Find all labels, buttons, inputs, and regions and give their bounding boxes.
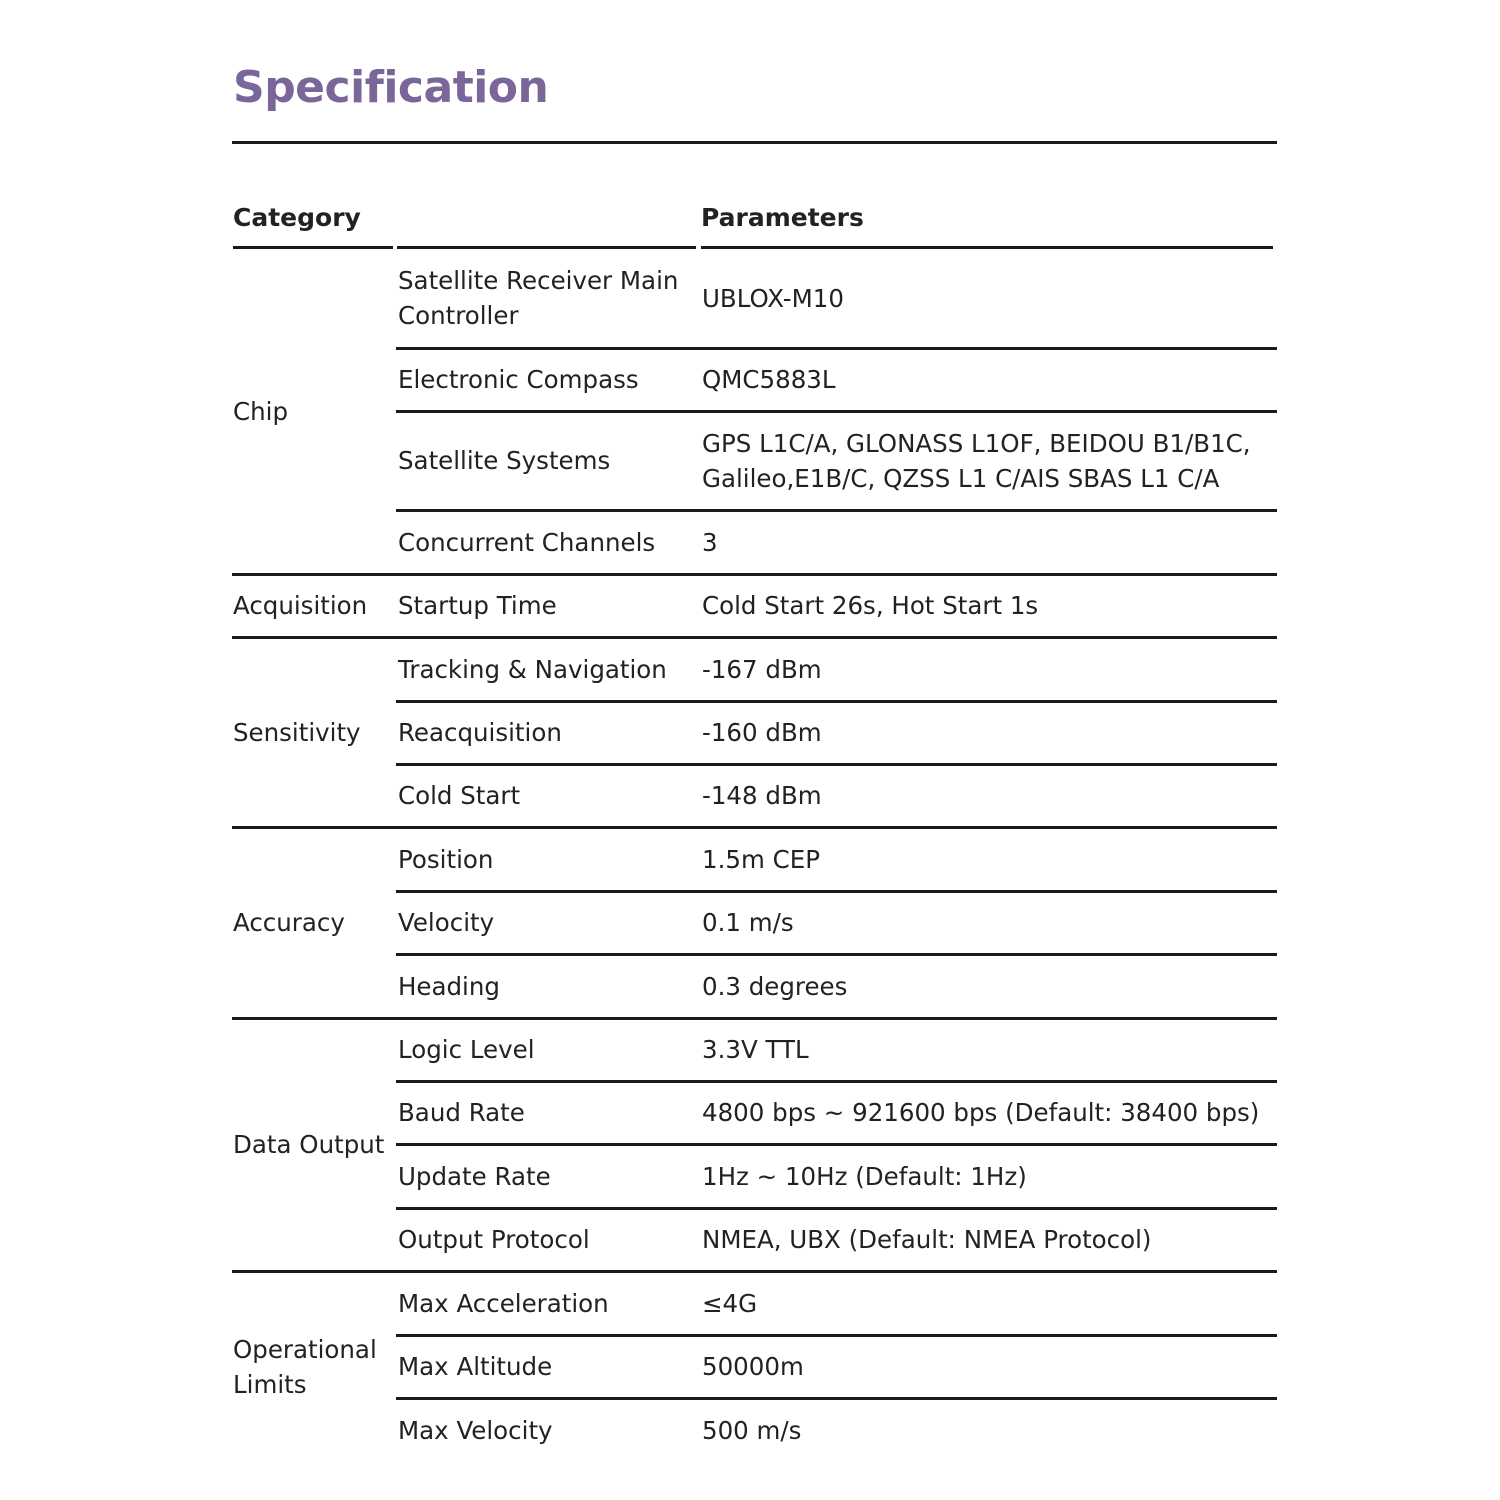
- category-data-output: Data Output: [232, 1018, 396, 1271]
- param-label: Cold Start: [396, 764, 700, 827]
- param-label: Baud Rate: [396, 1081, 700, 1144]
- table-row: [232, 827, 1277, 891]
- param-label: Satellite Systems: [396, 411, 700, 510]
- param-label: Heading: [396, 954, 700, 1018]
- param-label: Max Velocity: [396, 1398, 700, 1462]
- table-row: [232, 250, 1277, 348]
- param-label: Position: [396, 827, 700, 891]
- column-header-category: Category: [233, 203, 361, 232]
- param-value: 50000m: [700, 1335, 1277, 1398]
- category-acquisition: Acquisition: [232, 574, 396, 637]
- param-label: Reacquisition: [396, 701, 700, 764]
- param-label: Logic Level: [396, 1018, 700, 1081]
- title-divider: [232, 141, 1277, 144]
- param-label: Tracking & Navigation: [396, 637, 700, 701]
- param-value: 3.3V TTL: [700, 1018, 1277, 1081]
- header-underline-category: [233, 246, 393, 249]
- category-chip: Chip: [233, 396, 288, 426]
- table-header: [232, 196, 1277, 250]
- page-title: Specification: [233, 62, 549, 113]
- param-value: -148 dBm: [700, 764, 1277, 827]
- param-value: GPS L1C/A, GLONASS L1OF, BEIDOU B1/B1C, Galileo,E1B/C, QZSS L1 C/AIS SBAS L1 C/A: [700, 411, 1277, 510]
- param-label: Startup Time: [396, 574, 700, 637]
- param-value: 1.5m CEP: [700, 827, 1277, 891]
- param-value: 3: [700, 510, 1277, 574]
- param-value: Cold Start 26s, Hot Start 1s: [700, 574, 1277, 637]
- category-operational-limits: Operational Limits: [232, 1271, 396, 1462]
- column-header-parameters: Parameters: [701, 203, 864, 232]
- param-label: Velocity: [396, 891, 700, 954]
- param-value: 0.3 degrees: [700, 954, 1277, 1018]
- table-row: [232, 574, 1277, 637]
- param-value: 4800 bps ~ 921600 bps (Default: 38400 bps): [700, 1081, 1277, 1144]
- table-row: [232, 1018, 1277, 1081]
- header-underline-parameter: [397, 246, 696, 249]
- table-row: [232, 637, 1277, 701]
- param-label: Electronic Compass: [396, 348, 700, 411]
- param-value: 1Hz ~ 10Hz (Default: 1Hz): [700, 1144, 1277, 1208]
- param-value: -167 dBm: [700, 637, 1277, 701]
- param-value: -160 dBm: [700, 701, 1277, 764]
- specification-table: [232, 250, 1277, 1462]
- category-accuracy: Accuracy: [232, 827, 396, 1018]
- param-label: Max Altitude: [396, 1335, 700, 1398]
- param-value: ≤4G: [700, 1271, 1277, 1335]
- param-value: NMEA, UBX (Default: NMEA Protocol): [700, 1208, 1277, 1271]
- param-value: UBLOX-M10: [702, 283, 844, 313]
- param-label: Satellite Receiver Main Controller: [398, 266, 679, 331]
- param-value: 0.1 m/s: [700, 891, 1277, 954]
- param-label: Max Acceleration: [396, 1271, 700, 1335]
- category-sensitivity: Sensitivity: [232, 637, 396, 827]
- table-row: [232, 1271, 1277, 1335]
- param-label: Update Rate: [396, 1144, 700, 1208]
- param-label: Concurrent Channels: [396, 510, 700, 574]
- header-underline-value: [701, 246, 1273, 249]
- param-value: 500 m/s: [700, 1398, 1277, 1462]
- param-value: QMC5883L: [700, 348, 1277, 411]
- param-label: Output Protocol: [396, 1208, 700, 1271]
